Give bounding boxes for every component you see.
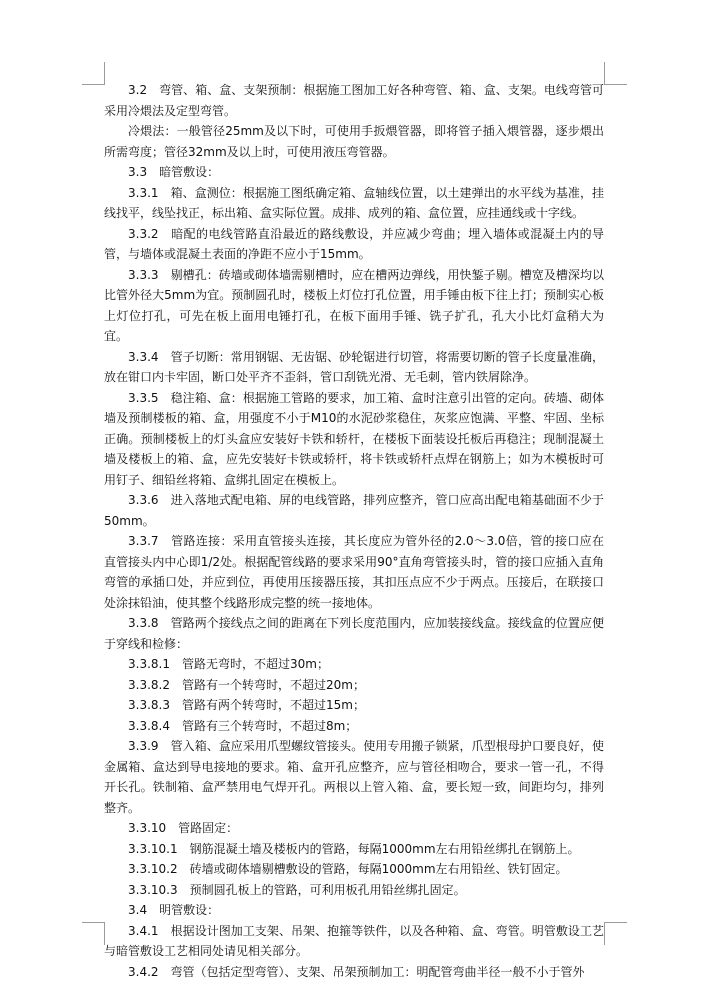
margin-mark-top-left xyxy=(82,62,105,85)
margin-mark-bottom-left xyxy=(82,922,105,945)
paragraph: 3.3.10 管路固定： xyxy=(104,818,604,839)
paragraph: 3.3.10.3 预制圆孔板上的管路，可利用板孔用铅丝绑扎固定。 xyxy=(104,880,604,901)
paragraph: 3.3.3 剔槽孔：砖墙或砌体墙需剔槽时，应在槽两边弹线，用快錾子剔。槽宽及槽深均以比管外径大5mm为宜。预制圆孔时，楼板上灯位打孔位置，用手锤由板下往上打；预制实心板上灯位打孔，可先在板上面用电锤打孔，在板下面用手锤、铣子扩孔，孔大小比灯盒稍大为宜。 xyxy=(104,265,604,347)
paragraph: 3.3.10.2 砖墙或砌体墙剔槽敷设的管路，每隔1000mm左右用铅丝、铁钉固定。 xyxy=(104,859,604,880)
paragraph: 冷煨法：一般管径25mm及以下时，可使用手扳煨管器，即将管子插入煨管器，逐步煨出所需弯度；管径32mm及以上时，可使用液压弯管器。 xyxy=(104,121,604,162)
paragraph: 3.4.1 根据设计图加工支架、吊架、抱箍等铁件，以及各种箱、盒、弯管。明管敷设工艺与暗管敷设工艺相同处请见相关部分。 xyxy=(104,921,604,962)
paragraph: 3.4 明管敷设： xyxy=(104,900,604,921)
paragraph: 3.3.8.1 管路无弯时，不超过30m； xyxy=(104,654,604,675)
paragraph: 3.3.2 暗配的电线管路直沿最近的路线敷设，并应减少弯曲；埋入墙体或混凝土内的导管，与墙体或混凝土表面的净距不应小于15mm。 xyxy=(104,224,604,265)
paragraph: 3.3.4 管子切断：常用钢锯、无齿锯、砂轮锯进行切管，将需要切断的管子长度量准确，放在钳口内卡牢固，断口处平齐不歪斜，管口刮铣光滑、无毛刺，管内铁屑除净。 xyxy=(104,347,604,388)
paragraph: 3.3.6 进入落地式配电箱、屏的电线管路，排列应整齐，管口应高出配电箱基础面不少于50mm。 xyxy=(104,490,604,531)
paragraph: 3.4.2 弯管（包括定型弯管）、支架、吊架预制加工：明配管弯曲半径一般不小于管外 xyxy=(104,962,604,982)
paragraph: 3.3.8 管路两个接线点之间的距离在下列长度范围内，应加装接线盒。接线盒的位置应便于穿线和检修： xyxy=(104,613,604,654)
paragraph: 3.3.8.2 管路有一个转弯时，不超过20m； xyxy=(104,675,604,696)
paragraph: 3.3.8.3 管路有两个转弯时，不超过15m； xyxy=(104,695,604,716)
paragraph: 3.3 暗管敷设： xyxy=(104,162,604,183)
paragraph: 3.3.7 管路连接：采用直管接头连接，其长度应为管外径的2.0～3.0倍，管的接口应在直管接头内中心即1/2处。根据配管线路的要求采用90°直角弯管接头时，管的接口应插入直角弯管的承插口处，并应到位，再使用压接器压接，其扣压点应不少于两点。压接后，在联接口处涂抹铅油，使其整个线路形成完整的统一接地体。 xyxy=(104,531,604,613)
paragraph: 3.3.8.4 管路有三个转弯时，不超过8m； xyxy=(104,716,604,737)
paragraph: 3.3.1 箱、盒测位：根据施工图纸确定箱、盒轴线位置，以土建弹出的水平线为基准，挂线找平，线坠找正，标出箱、盒实际位置。成排、成列的箱、盒位置，应挂通线或十字线。 xyxy=(104,183,604,224)
paragraph: 3.3.10.1 钢筋混凝土墙及楼板内的管路，每隔1000mm左右用铅丝绑扎在钢筋上。 xyxy=(104,839,604,860)
document-body xyxy=(104,80,604,982)
paragraph: 3.2 弯管、箱、盒、支架预制：根据施工图加工好各种弯管、箱、盒、支架。电线弯管可采用冷煨法及定型弯管。 xyxy=(104,80,604,121)
margin-mark-top-right xyxy=(604,62,627,85)
paragraph: 3.3.5 稳注箱、盒：根据施工管路的要求，加工箱、盒时注意引出管的定向。砖墙、砌体墙及预制楼板的箱、盒，用强度不小于M10的水泥砂浆稳住，灰浆应饱满、平整、牢固、坐标正确。预制楼板上的灯头盒应安装好卡铁和轿杆，在楼板下面装设托板后再稳注；现制混凝土墙及楼板上的箱、盒，应先安装好卡铁或轿杆，将卡铁或轿杆点焊在钢筋上；如为木模板时可用钉子、细铅丝将箱、盒绑扎固定在模板上。 xyxy=(104,388,604,491)
paragraph: 3.3.9 管入箱、盒应采用爪型螺纹管接头。使用专用搬子锁紧，爪型根母护口要良好，使金属箱、盒达到导电接地的要求。箱、盒开孔应整齐，应与管径相吻合，要求一管一孔，不得开长孔。铁制箱、盒严禁用电气焊开孔。两根以上管入箱、盒，要长短一致，间距均匀，排列整齐。 xyxy=(104,736,604,818)
margin-mark-bottom-right xyxy=(604,922,627,945)
